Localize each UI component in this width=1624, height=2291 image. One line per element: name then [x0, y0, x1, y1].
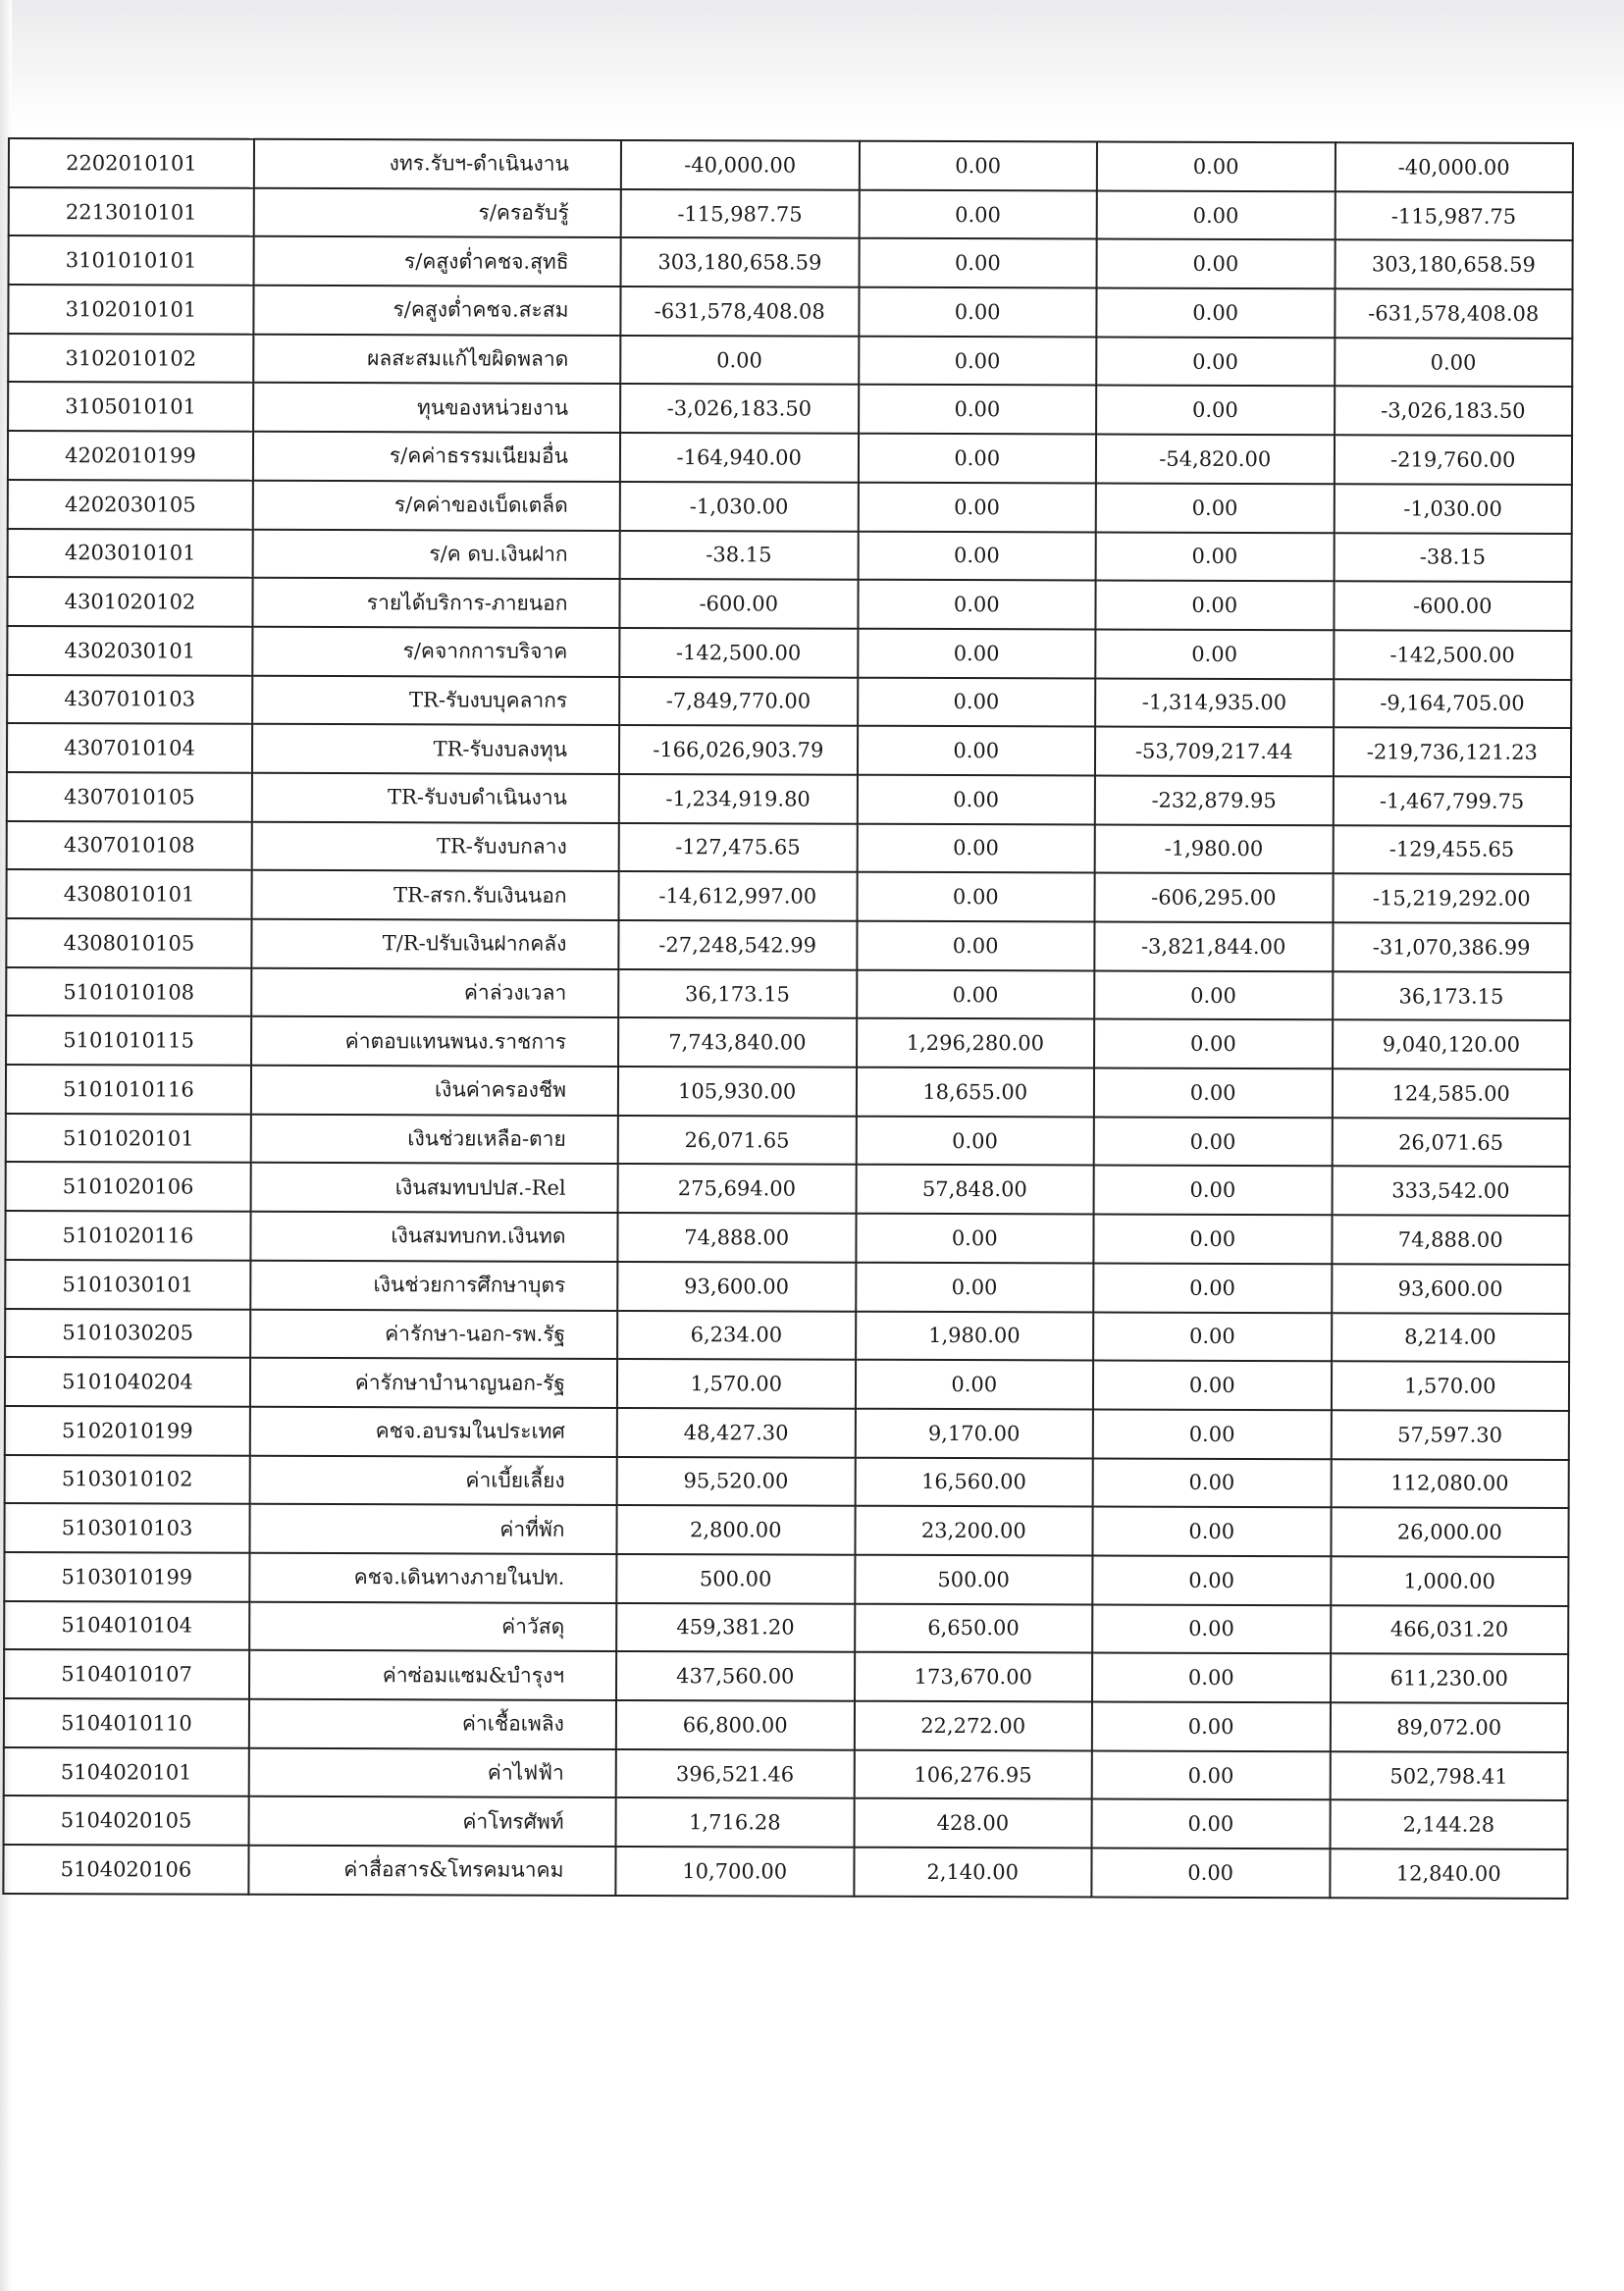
account-code-cell: 4307010105	[7, 772, 252, 821]
balance-cell: 26,000.00	[1331, 1507, 1569, 1556]
balance-forward-cell: 2,800.00	[616, 1505, 855, 1554]
balance-cell: 333,542.00	[1332, 1167, 1570, 1216]
debit-cell: 428.00	[854, 1798, 1092, 1848]
debit-cell: 173,670.00	[854, 1652, 1092, 1701]
balance-cell: 12,840.00	[1330, 1848, 1568, 1898]
credit-cell: 0.00	[1094, 1068, 1333, 1118]
credit-cell: -54,820.00	[1096, 435, 1335, 484]
balance-forward-cell: 74,888.00	[617, 1213, 856, 1262]
balance-cell: 74,888.00	[1332, 1215, 1570, 1264]
account-code-cell: 4202010199	[8, 431, 253, 480]
account-code-cell: 4308010105	[6, 918, 251, 967]
table-row	[6, 918, 1570, 972]
table-row	[7, 626, 1571, 680]
balance-cell: 36,173.15	[1333, 971, 1571, 1020]
ledger-table	[2, 137, 1574, 1900]
credit-cell: 0.00	[1092, 1604, 1331, 1653]
table-row	[9, 138, 1573, 192]
table-row	[8, 285, 1572, 338]
balance-cell: -3,026,183.50	[1335, 387, 1573, 436]
account-code-cell: 4301020102	[7, 577, 252, 626]
credit-cell: 0.00	[1096, 288, 1335, 338]
table-row	[9, 235, 1573, 289]
table-row	[6, 1162, 1570, 1216]
balance-cell: 0.00	[1335, 338, 1573, 387]
debit-cell: 16,560.00	[855, 1457, 1093, 1506]
account-code-cell: 5101020116	[5, 1211, 250, 1260]
credit-cell: -1,980.00	[1095, 824, 1334, 873]
debit-cell: 0.00	[856, 1214, 1094, 1263]
balance-forward-cell: 93,600.00	[617, 1262, 856, 1311]
account-code-cell: 5104010110	[4, 1698, 249, 1747]
credit-cell: -3,821,844.00	[1094, 921, 1333, 970]
credit-cell: 0.00	[1093, 1312, 1332, 1361]
balance-forward-cell: 36,173.15	[618, 969, 857, 1018]
table-row	[6, 1114, 1570, 1168]
debit-cell: 0.00	[858, 677, 1096, 726]
account-name-cell: ค่าสื่อสาร&โทรคมนาคม	[248, 1846, 615, 1896]
credit-cell: 0.00	[1093, 1361, 1332, 1410]
account-code-cell: 4307010103	[7, 675, 252, 724]
credit-cell: 0.00	[1096, 483, 1335, 532]
debit-cell: 2,140.00	[854, 1848, 1092, 1897]
account-name-cell: ร/คจากการบริจาค	[252, 627, 619, 677]
account-code-cell: 4307010104	[7, 723, 252, 772]
credit-cell: 0.00	[1092, 1799, 1331, 1848]
account-name-cell: TR-รับงบบุคลากร	[252, 675, 619, 725]
balance-cell: 611,230.00	[1330, 1654, 1568, 1703]
account-name-cell: ค่าตอบแทนพนง.ราชการ	[251, 1016, 618, 1067]
account-name-cell: TR-สรก.รับเงินนอก	[251, 870, 618, 920]
account-name-cell: ผลสะสมแก้ไขผิดพลาด	[253, 335, 620, 385]
debit-cell: 57,848.00	[856, 1165, 1094, 1214]
debit-cell: 6,650.00	[855, 1603, 1093, 1652]
table-row	[6, 1065, 1570, 1119]
balance-cell: 466,031.20	[1331, 1605, 1569, 1654]
credit-cell: -606,295.00	[1094, 873, 1333, 922]
debit-cell: 1,296,280.00	[857, 1018, 1095, 1067]
credit-cell: 0.00	[1094, 1117, 1333, 1166]
table-row	[7, 772, 1571, 826]
table-row	[6, 967, 1570, 1021]
credit-cell: 0.00	[1094, 970, 1333, 1019]
balance-forward-cell: 105,930.00	[618, 1067, 857, 1116]
account-name-cell: ร/ครอรับรู้	[254, 187, 621, 237]
credit-cell: 0.00	[1095, 629, 1334, 678]
debit-cell: 0.00	[859, 238, 1097, 287]
table-row	[4, 1552, 1568, 1606]
balance-forward-cell: -631,578,408.08	[620, 286, 859, 336]
balance-forward-cell: 7,743,840.00	[618, 1017, 857, 1067]
debit-cell: 0.00	[858, 580, 1096, 629]
account-name-cell: งทร.รับฯ-ดำเนินงาน	[254, 139, 621, 189]
table-row	[9, 187, 1573, 241]
balance-cell: 502,798.41	[1330, 1751, 1568, 1800]
balance-forward-cell: 1,716.28	[616, 1797, 855, 1847]
credit-cell: 0.00	[1093, 1409, 1332, 1458]
account-name-cell: ค่าวัสดุ	[249, 1601, 616, 1651]
balance-forward-cell: -166,026,903.79	[619, 725, 858, 774]
table-row	[4, 1747, 1568, 1801]
balance-forward-cell: 1,570.00	[617, 1359, 856, 1408]
debit-cell: 0.00	[857, 726, 1095, 775]
table-row	[8, 480, 1572, 534]
table-row	[3, 1845, 1567, 1899]
debit-cell: 106,276.95	[854, 1749, 1092, 1798]
balance-forward-cell: 95,520.00	[617, 1457, 856, 1506]
table-row	[4, 1649, 1568, 1703]
table-row	[5, 1260, 1569, 1314]
balance-forward-cell: 26,071.65	[618, 1116, 857, 1165]
balance-forward-cell: 6,234.00	[617, 1310, 856, 1359]
debit-cell: 0.00	[856, 1116, 1094, 1165]
table-row	[4, 1698, 1568, 1752]
account-code-cell: 5103010103	[4, 1503, 249, 1552]
account-name-cell: ค่าโทรศัพท์	[249, 1796, 616, 1847]
credit-cell: 0.00	[1094, 1019, 1333, 1068]
balance-cell: -142,500.00	[1334, 630, 1572, 679]
account-code-cell: 2213010101	[9, 187, 254, 236]
account-code-cell: 5104020105	[4, 1796, 249, 1845]
balance-forward-cell: -142,500.00	[619, 628, 858, 677]
credit-cell: 0.00	[1093, 1215, 1332, 1264]
debit-cell: 22,272.00	[854, 1701, 1092, 1750]
debit-cell: 0.00	[858, 531, 1096, 580]
credit-cell: 0.00	[1097, 141, 1336, 190]
balance-cell: -15,219,292.00	[1333, 874, 1571, 923]
balance-forward-cell: 10,700.00	[615, 1847, 854, 1896]
account-name-cell: ร/ค ดบ.เงินฝาก	[253, 529, 620, 579]
account-code-cell: 5101010115	[6, 1015, 251, 1065]
debit-cell: 1,980.00	[856, 1311, 1094, 1360]
account-name-cell: ทุนของหน่วยงาน	[253, 383, 620, 433]
credit-cell: 0.00	[1092, 1701, 1331, 1750]
debit-cell: 0.00	[858, 629, 1096, 678]
table-row	[5, 1357, 1569, 1411]
account-name-cell: เงินช่วยการศึกษาบุตร	[250, 1261, 617, 1311]
debit-cell: 23,200.00	[855, 1506, 1093, 1555]
credit-cell: 0.00	[1096, 337, 1335, 386]
account-name-cell: TR-รับงบดำเนินงาน	[252, 773, 619, 823]
debit-cell: 0.00	[857, 823, 1095, 872]
balance-forward-cell: -40,000.00	[621, 140, 860, 189]
account-code-cell: 4302030101	[7, 626, 252, 675]
table-row	[8, 382, 1572, 436]
account-name-cell: ค่ารักษา-นอก-รพ.รัฐ	[250, 1309, 617, 1359]
credit-cell: 0.00	[1091, 1848, 1330, 1898]
account-code-cell: 5101020101	[6, 1114, 251, 1163]
account-name-cell: เงินช่วยเหลือ-ตาย	[251, 1115, 618, 1165]
account-code-cell: 5101040204	[5, 1357, 250, 1406]
credit-cell: 0.00	[1095, 581, 1334, 630]
balance-cell: 124,585.00	[1332, 1068, 1570, 1118]
balance-cell: -129,455.65	[1333, 825, 1571, 874]
account-name-cell: เงินสมทบกท.เงินทด	[250, 1212, 617, 1262]
debit-cell: 0.00	[858, 483, 1096, 532]
credit-cell: 0.00	[1096, 532, 1335, 581]
ledger-body	[3, 138, 1573, 1899]
table-row	[6, 869, 1570, 923]
account-name-cell: เงินสมทบปปส.-Rel	[251, 1163, 618, 1213]
account-code-cell: 3105010101	[8, 382, 253, 431]
balance-forward-cell: -7,849,770.00	[619, 677, 858, 726]
account-name-cell: เงินค่าครองชีพ	[251, 1066, 618, 1116]
credit-cell: -232,879.95	[1095, 775, 1334, 824]
table-row	[7, 821, 1571, 875]
table-row	[7, 577, 1571, 631]
debit-cell: 0.00	[856, 1263, 1094, 1312]
account-name-cell: ร/คค่าของเบ็ดเตล็ด	[253, 481, 620, 531]
account-code-cell: 5101010116	[6, 1065, 251, 1114]
credit-cell: 0.00	[1093, 1458, 1332, 1507]
debit-cell: 0.00	[859, 189, 1097, 238]
credit-cell: -1,314,935.00	[1095, 678, 1334, 727]
table-row	[6, 1015, 1570, 1069]
table-row	[5, 1406, 1569, 1460]
balance-cell: -115,987.75	[1335, 191, 1573, 240]
account-code-cell: 4203010101	[8, 529, 253, 578]
debit-cell: 0.00	[855, 1360, 1093, 1409]
balance-forward-cell: -1,030.00	[620, 482, 859, 531]
balance-cell: 8,214.00	[1332, 1313, 1570, 1362]
balance-cell: 1,570.00	[1331, 1361, 1569, 1410]
debit-cell: 0.00	[858, 434, 1096, 483]
balance-forward-cell: -115,987.75	[621, 189, 860, 238]
account-name-cell: รายได้บริการ-ภายนอก	[252, 578, 619, 628]
balance-cell: 303,180,658.59	[1335, 240, 1573, 289]
balance-cell: -600.00	[1334, 581, 1572, 630]
debit-cell: 0.00	[857, 969, 1095, 1018]
account-code-cell: 5104020101	[4, 1747, 249, 1796]
balance-cell: 112,080.00	[1331, 1459, 1569, 1508]
balance-cell: -40,000.00	[1335, 142, 1573, 191]
table-row	[7, 723, 1571, 777]
balance-cell: 89,072.00	[1330, 1702, 1568, 1751]
balance-cell: 2,144.28	[1330, 1800, 1568, 1849]
account-name-cell: ค่าล่วงเวลา	[251, 967, 618, 1017]
table-row	[4, 1601, 1568, 1655]
account-name-cell: ค่ารักษาบำนาญนอก-รัฐ	[250, 1358, 617, 1408]
debit-cell: 500.00	[855, 1555, 1093, 1604]
balance-cell: -31,070,386.99	[1333, 922, 1571, 971]
balance-cell: -1,467,799.75	[1333, 776, 1571, 825]
account-code-cell: 3102010102	[8, 334, 253, 383]
account-name-cell: คชจ.อบรมในประเทศ	[250, 1407, 617, 1457]
balance-forward-cell: 500.00	[616, 1554, 855, 1603]
balance-cell: 57,597.30	[1331, 1410, 1569, 1459]
balance-forward-cell: -38.15	[620, 530, 859, 579]
credit-cell: 0.00	[1097, 190, 1336, 239]
debit-cell: 0.00	[857, 775, 1095, 824]
scan-shadow-top	[0, 0, 1624, 128]
account-code-cell: 3102010101	[8, 285, 253, 334]
account-code-cell: 5101020106	[6, 1162, 251, 1211]
account-code-cell: 4307010108	[7, 821, 252, 870]
balance-cell: -38.15	[1334, 533, 1572, 582]
account-code-cell: 4202030105	[8, 480, 253, 529]
account-code-cell: 5103010102	[5, 1455, 250, 1504]
table-row	[5, 1455, 1569, 1509]
table-row	[4, 1503, 1568, 1557]
account-code-cell: 3101010101	[9, 235, 254, 285]
balance-forward-cell: -27,248,542.99	[618, 920, 857, 969]
account-name-cell: ค่าซ่อมแซม&บำรุงฯ	[249, 1650, 616, 1700]
account-code-cell: 2202010101	[9, 138, 254, 187]
account-name-cell: ค่าเชื้อเพลิง	[249, 1699, 616, 1749]
account-code-cell: 4308010101	[6, 869, 251, 918]
balance-forward-cell: -600.00	[619, 579, 858, 628]
debit-cell: 0.00	[857, 872, 1095, 921]
account-code-cell: 5101030205	[5, 1308, 250, 1357]
balance-cell: -219,760.00	[1334, 435, 1572, 484]
credit-cell: 0.00	[1092, 1750, 1331, 1799]
table-row	[8, 529, 1572, 583]
balance-forward-cell: 0.00	[620, 336, 859, 385]
balance-cell: -219,736,121.23	[1333, 727, 1571, 776]
balance-forward-cell: 303,180,658.59	[621, 237, 860, 286]
account-code-cell: 5103010199	[4, 1552, 249, 1601]
account-code-cell: 5104020106	[3, 1845, 248, 1894]
account-code-cell: 5101030101	[5, 1260, 250, 1309]
account-code-cell: 5101010108	[6, 967, 251, 1016]
balance-forward-cell: -1,234,919.80	[619, 774, 858, 823]
balance-forward-cell: 66,800.00	[616, 1700, 855, 1749]
account-code-cell: 5102010199	[5, 1406, 250, 1455]
balance-cell: -9,164,705.00	[1334, 679, 1572, 728]
credit-cell: 0.00	[1092, 1653, 1331, 1702]
account-name-cell: T/R-ปรับเงินฝากคลัง	[251, 919, 618, 969]
debit-cell: 0.00	[859, 287, 1097, 337]
balance-forward-cell: -127,475.65	[619, 823, 858, 872]
credit-cell: 0.00	[1092, 1507, 1331, 1556]
balance-forward-cell: 459,381.20	[616, 1603, 855, 1652]
table-row	[8, 431, 1572, 485]
balance-cell: -631,578,408.08	[1335, 288, 1573, 338]
balance-cell: 1,000.00	[1331, 1556, 1569, 1605]
table-row	[8, 334, 1572, 388]
balance-forward-cell: -164,940.00	[620, 433, 859, 482]
balance-cell: -1,030.00	[1334, 484, 1572, 533]
account-code-cell: 5104010104	[4, 1601, 249, 1650]
debit-cell: 0.00	[859, 336, 1097, 385]
account-name-cell: TR-รับงบลงทุน	[252, 724, 619, 774]
table-row	[5, 1308, 1569, 1362]
account-name-cell: ร/คสูงต่ำคชจ.สะสม	[253, 286, 620, 336]
balance-cell: 9,040,120.00	[1333, 1020, 1571, 1069]
balance-forward-cell: 396,521.46	[616, 1749, 855, 1798]
credit-cell: 0.00	[1093, 1263, 1332, 1312]
account-name-cell: คชจ.เดินทางภายในปท.	[249, 1553, 616, 1603]
table-row	[5, 1211, 1569, 1265]
balance-cell: 93,600.00	[1332, 1264, 1570, 1313]
debit-cell: 0.00	[859, 141, 1097, 190]
balance-forward-cell: 437,560.00	[616, 1651, 855, 1700]
account-name-cell: TR-รับงบกลาง	[252, 821, 619, 871]
balance-cell: 26,071.65	[1332, 1118, 1570, 1167]
credit-cell: 0.00	[1097, 239, 1336, 288]
debit-cell: 0.00	[859, 385, 1097, 434]
credit-cell: 0.00	[1094, 1166, 1333, 1215]
credit-cell: -53,709,217.44	[1095, 727, 1334, 776]
account-code-cell: 5104010107	[4, 1649, 249, 1698]
credit-cell: 0.00	[1096, 386, 1335, 435]
debit-cell: 9,170.00	[855, 1409, 1093, 1458]
credit-cell: 0.00	[1092, 1555, 1331, 1604]
balance-forward-cell: 275,694.00	[618, 1164, 857, 1213]
balance-forward-cell: 48,427.30	[617, 1408, 856, 1457]
table-row	[7, 675, 1571, 729]
account-name-cell: ร/คสูงต่ำคชจ.สุทธิ	[254, 236, 621, 286]
account-name-cell: ร/คค่าธรรมเนียมอื่น	[253, 432, 620, 482]
account-name-cell: ค่าเบี้ยเลี้ยง	[250, 1455, 617, 1505]
account-name-cell: ค่าที่พัก	[249, 1504, 616, 1554]
balance-forward-cell: -3,026,183.50	[620, 384, 859, 433]
balance-forward-cell: -14,612,997.00	[618, 871, 857, 920]
table-row	[4, 1796, 1568, 1849]
account-name-cell: ค่าไฟฟ้า	[249, 1747, 616, 1797]
debit-cell: 0.00	[857, 921, 1095, 970]
debit-cell: 18,655.00	[856, 1067, 1094, 1117]
